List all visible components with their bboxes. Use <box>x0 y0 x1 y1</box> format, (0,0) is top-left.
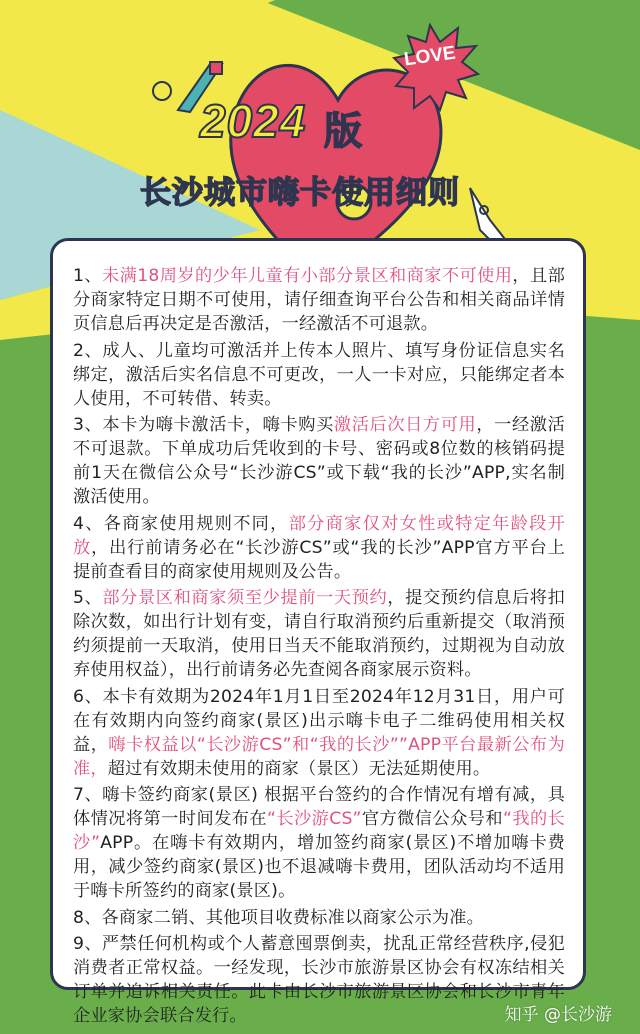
rule-highlight: “我的长沙” <box>73 809 565 853</box>
rule-item-7 <box>73 783 565 903</box>
rule-text: 4、各商家使用规则不同， <box>73 513 289 534</box>
rule-highlight: “长沙游CS” <box>266 809 362 829</box>
rule-highlight: 部分景区和商家须至少提前一天预约 <box>102 588 388 608</box>
rule-text: APP。在嗨卡有效期内，增加签约商家(景区)不增加嗨卡费用，减少签约商家(景区)也不退减嗨卡费用，团队活动均不适用于嗨卡所签约的商家(景区)。 <box>73 833 565 901</box>
title-year: 2024 <box>200 95 307 147</box>
rule-item-3 <box>73 413 565 509</box>
rule-text: 官方微信公众号和 <box>361 809 503 829</box>
page-title: 长沙城市嗨卡使用细则 <box>140 175 460 211</box>
rule-item-5 <box>73 586 565 682</box>
watermark: 知乎 @长沙游 <box>504 1005 612 1025</box>
rule-text: 超过有效期未使用的商家（景区）无法延期使用。 <box>107 758 491 779</box>
rule-item-6 <box>73 685 565 781</box>
rule-item-2 <box>73 339 565 411</box>
rule-text: 7、嗨卡签约商家(景区) 根据平台签约的合作情况有增有减，具体情况将第一时间发布在 <box>73 785 565 829</box>
rule-text: 6、本卡有效期为2024年1月1日至2024年12月31日，用户可在有效期内向签约商家(景区)出示嗨卡电子二维码使用相关权益， <box>73 686 565 755</box>
rule-text: 3、本卡为嗨卡激活卡，嗨卡购买 <box>73 415 334 435</box>
rule-text: 2、成人、儿童均可激活并上传本人照片、填写身份证信息实名绑定，激活后实名信息不可更改，一人一卡对应，只能绑定者本人使用，不可转借、转卖。 <box>73 340 565 409</box>
rule-highlight: 激活后次日方可用 <box>333 415 477 435</box>
rule-text: ，且部分商家特定日期不可使用，请仔细查询平台公告和相关商品详情页信息后再决定是否激活，一经激活不可退款。 <box>73 266 565 334</box>
rule-text: 5、 <box>73 588 103 608</box>
rule-item-8 <box>73 906 565 930</box>
rule-highlight: 未满18周岁的少年儿童有小部分景区和商家不可使用 <box>102 266 513 286</box>
rule-highlight: 嗨卡权益以“长沙游CS”和“我的长沙””APP平台最新公布为准， <box>73 734 566 779</box>
rule-text: ，提交预约信息后将扣除次数，如出行计划有变，请自行取消预约后重新提交（取消预约须提前一天取消，使用日当天不能取消预约，过期视为自动放弃使用权益），出行前请务必先查阅各商家展示资料。 <box>73 588 565 680</box>
title-edition: 版 <box>324 109 363 153</box>
love-badge: LOVE <box>402 42 457 71</box>
rule-text: ，一经激活不可退款。下单成功后凭收到的卡号、密码或8位数的核销码提前1天在微信公众号“长沙游CS”或下载“我的长沙”APP,实名制激活使用。 <box>73 415 565 507</box>
rule-item-9 <box>73 932 565 1028</box>
rule-text: 1、 <box>73 266 103 286</box>
rule-text: ，出行前请务必在“长沙游CS”或“我的长沙”APP官方平台上提前查看目的商家使用规则及公告。 <box>73 537 565 582</box>
rule-item-1 <box>73 264 565 336</box>
rule-item-4 <box>73 512 565 584</box>
rule-text: 9、严禁任何机构或个人蓄意囤票倒卖，扰乱正常经营秩序,侵犯消费者正常权益。一经发现，长沙市旅游景区协会有权冻结相关订单并追诉相关责任。此卡由长沙市旅游景区协会和长沙市青年企业家协会联合发行。 <box>73 934 565 1026</box>
rule-text: 8、各商家二销、其他项目收费标准以商家公示为准。 <box>73 907 485 928</box>
rule-highlight: 部分商家仅对女性或特定年龄段开放 <box>73 513 565 558</box>
